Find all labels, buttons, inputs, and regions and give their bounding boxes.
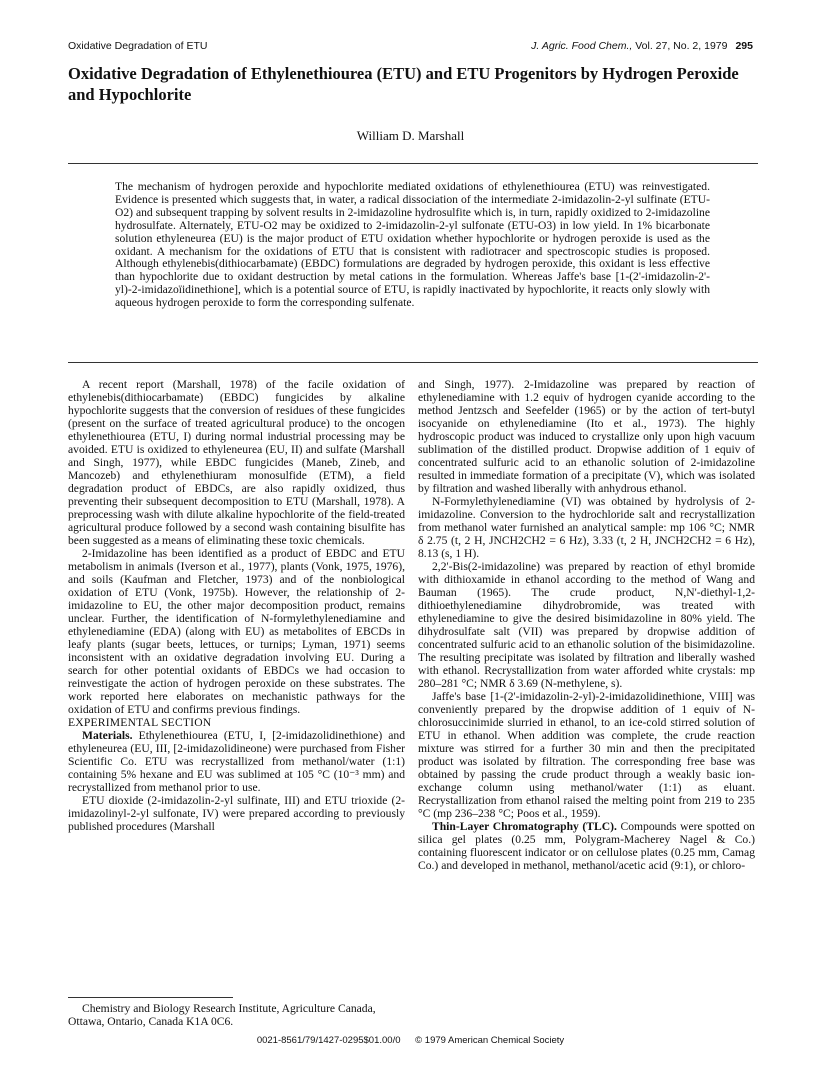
footnote-rule (68, 997, 233, 998)
running-head-citation (531, 40, 753, 52)
left-column (68, 378, 405, 833)
running-head-title: Oxidative Degradation of ETU (68, 40, 208, 52)
footnote (68, 1002, 405, 1028)
paragraph: N-Formylethylenediamine (VI) was obtained by hydrolysis of 2-imidazoline. Conversion to the hydrochloride salt and recrystallization from methanol water furnished an analytical sample: mp 106 °C; NMR δ 2.75 (t, 2 H, JNCH2CH2 = 6 Hz), 3.33 (t, 2 H, JNCH2CH2 = 6 Hz), 8.13 (s, 1 H). (418, 495, 755, 560)
paragraph-text: Ethylenethiourea (ETU, I, [2-imidazolidinethione) and ethyleneurea (EU, III, [2-imidazolidineone) were purchased from Fisher Scientific Co. ETU was recrystallized from methanol/water (1:1) containing 5% hexane and EU was sublimed at 105 °C (10⁻³ mm) and recrystallized from methanol prior to use. (68, 729, 405, 794)
abstract: The mechanism of hydrogen peroxide and hypochlorite mediated oxidations of ethylenethiourea (ETU) was reinvestigated. Evidence is presented which suggests that, in water, a radical dissociation of the intermediate 2-imidazolin-2-yl sulfinate (ETU-O2) and subsequent trapping by solvent results in 2-imidazoline hydrosulfite which is, in turn, rapidly oxidized to 2-imidazoline hydrosulfate. Alternately, ETU-O2 may be oxidized to 2-imidazolin-2-yl sulfonate (ETU-O3) in low yield. In 1% bicarbonate solution ethyleneurea (EU) is the major product of ETU oxidation whether hypochlorite or hydrogen peroxide is used as the oxidant. A mechanism for the oxidations of ETU that is consistent with radiotracer and spectroscopic studies is proposed. Although ethylenebis(dithiocarbamate) (EBDC) formulations are degraded by hydrogen peroxide, this oxidant is less effective than hypochlorite due to oxidant destruction by metal cations in the formulation. Whereas Jaffe's base [1-(2'-imidazolin-2'-yl)-2-imidazoïidinethione], which is a potential source of ETU, is rapidly inactivated by hypochlorite, it reacts only slowly with aqueous hydrogen peroxide to form the corresponding sulfenate. (115, 180, 710, 310)
affiliation: Chemistry and Biology Research Institute, Agriculture Canada, Ottawa, Ontario, Canada K1A 0C6. (68, 1002, 376, 1028)
paragraph: A recent report (Marshall, 1978) of the facile oxidation of ethylenebis(dithiocarbamate) (EBDC) fungicides by alkaline hypochlorite suggests that the conversion of residues of these fungicides (present on the surface of treated agricultural produce) to the oncogen ethylenethiourea (ETU, I) during normal industrial processing may be avoided. ETU is oxidized to ethyleneurea (EU, II) and sulfate (Marshall and Singh, 1977), while EBDC fungicides (Maneb, Zineb, and Mancozeb) and ethylenethiuram monosulfide (ETM), a field degradation product of EBDCs, are also rapidly oxidized, thus preventing their subsequent decomposition to ETU (Marshall, 1978). A preprocessing wash with dilute alkaline hypochlorite of the field-treated agricultural produce followed by a second wash containing bisulfite has been suggested as a means of eliminating these toxic chemicals. (68, 378, 405, 547)
paragraph-text: Compounds were spotted on silica gel plates (0.25 mm, Polygram-Macherey Nagel & Co.) containing fluorescent indicator or on cellulose plates (0.25 mm, Camag Co.) and developed in methanol, methanol/acetic acid (9:1), or chloro- (418, 820, 755, 872)
paragraph: and Singh, 1977). 2-Imidazoline was prepared by reaction of ethylenediamine with 1.2 equiv of hydrogen cyanide according to the method Jentzsch and Seefelder (1965) or by the action of tert-butyl isocyanide on ethylenediamine (Ito et al., 1973). The highly hydroscopic product was induced to crystallize only upon high vacuum sublimation of the distilled product. Dropwise addition of 1 equiv of concentrated sulfuric acid to an ethanolic solution of 2-imidazoline resulted in immediate formation of a precipitate (V), which was isolated by filtration and washed liberally with anhydrous ethanol. (418, 378, 755, 495)
document-code: 0021-8561/79/1427-0295$01.00/0 (256, 1035, 401, 1046)
right-column (418, 378, 755, 872)
divider-bottom (68, 362, 758, 363)
journal-name: J. Agric. Food Chem., (531, 40, 633, 52)
run-in-heading: Materials. (82, 729, 133, 742)
author-name: William D. Marshall (356, 128, 465, 143)
paragraph: 2,2'-Bis(2-imidazoline) was prepared by reaction of ethyl bromide with dithioxamide in ethanol according to the method of Wang and Bauman (1965). The crude product, N,N'-diethyl-1,2-dithioethylenediamine dihydrobromide, was treated with ethylenediamine to give the desired bisimidazoline in 80% yield. The dihydrosulfate salt (VII) was prepared by dropwise addition of concentrated sulfuric acid to an ethanolic solution of the bisimidazoline. The resulting precipitate was isolated by filtration and liberally washed with ethanol. Recrystallization from water afforded white crystals: mp 280–281 °C; NMR δ 3.69 (N-methylene, s). (418, 560, 755, 690)
article-title: Oxidative Degradation of Ethylenethiourea (ETU) and ETU Progenitors by Hydrogen Peroxide and Hypochlorite (68, 64, 739, 104)
paragraph: ETU dioxide (2-imidazolin-2-yl sulfinate, III) and ETU trioxide (2-imidazolinyl-2-yl sulfonate, IV) were prepared according to previously published procedures (Marshall (68, 794, 405, 833)
paragraph: 2-Imidazoline has been identified as a product of EBDC and ETU metabolism in animals (Iverson et al., 1977), plants (Vonk, 1975, 1976), and soils (Kaufman and Fletcher, 1973) and of the nonbiological oxidation of ETU (Vonk, 1975b). However, the relationship of 2-imidazoline to EU, the other major decomposition product, remains unclear. Further, the identification of N-formylethylenediamine and ethylenediamine (EDA) (along with EU) as metabolites of EBCDs in leafy plants (sugar beets, lettuces, or turnips; Lyman, 1971) seems inconsistent with an oxidative degradation involving EU. During a search for other potential oxidants of EBDCs we had occasion to reinvestigate the action of hydrogen peroxide on these substrates. The work reported here elaborates on mechanistic pathways for the oxidation of ETU and confirms previous findings. (68, 547, 405, 716)
paragraph (68, 729, 405, 794)
paragraph (418, 820, 755, 872)
section-heading: EXPERIMENTAL SECTION (68, 716, 212, 729)
page-number: 295 (735, 40, 753, 52)
paragraph: Jaffe's base [1-(2'-imidazolin-2-yl)-2-imidazolidinethione, VIII] was conveniently prepared by the dropwise addition of 1 equiv of N-chlorosuccinimide slurried in ethanol, to an ice-cold stirred solution of ETU in ethanol. When addition was complete, the crude reaction mixture was stirred for a further 30 min and then the precipitated product was isolated by filtration. The corresponding free base was obtained by passing the crude product through a weakly basic ion-exchange column using methanol/water (1:1) as eluant. Recrystallization from ethanol raised the melting point from 219 to 235 °C (mp 236–238 °C; Poos et al., 1959). (418, 690, 755, 820)
run-in-heading: Thin-Layer Chromatography (TLC). (432, 820, 617, 833)
copyright-line (0, 1035, 821, 1046)
divider-top (68, 163, 758, 164)
copyright-notice: © 1979 American Chemical Society (415, 1035, 565, 1046)
running-head (68, 40, 753, 56)
journal-volume: Vol. 27, No. 2, 1979 (635, 40, 728, 52)
